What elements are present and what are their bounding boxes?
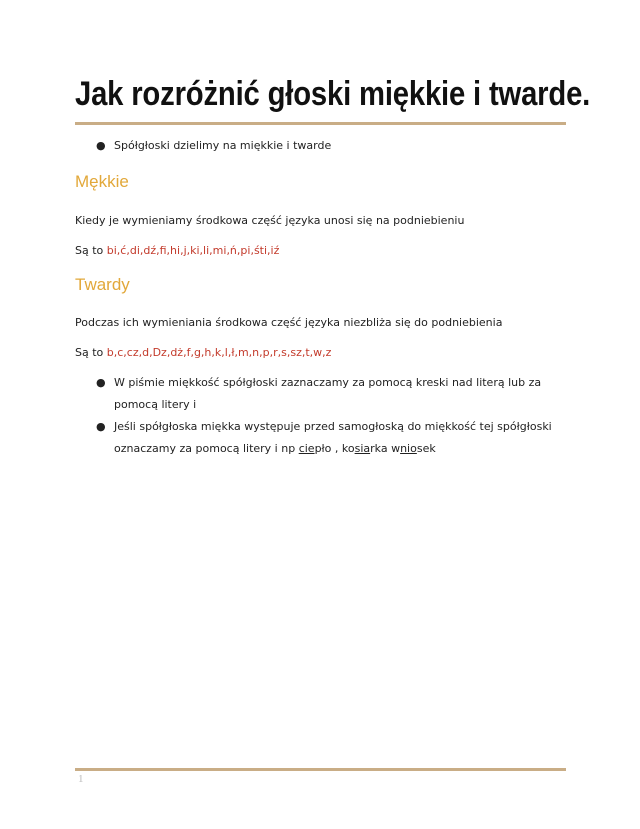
example-underlined: sia [354, 442, 371, 455]
example-underlined: nio [400, 442, 417, 455]
soft-description: Kiedy je wymieniamy środkowa część języka unosi się na podniebieniu [75, 214, 465, 227]
intro-bullet-text: Spółgłoski dzielimy na miękkie i twarde [114, 139, 332, 152]
section-heading-soft: Mękkie [75, 172, 129, 191]
list-item [96, 374, 552, 413]
bullet-icon: ● [96, 420, 106, 433]
hard-letters-line [75, 344, 331, 361]
list-item [96, 137, 331, 154]
bullet-icon: ● [96, 139, 106, 152]
example-text: sek [416, 442, 436, 455]
intro-list [96, 137, 331, 154]
example-underlined: cie [298, 442, 315, 455]
soft-letters: bi,ć,di,dź,fi,hi,j,ki,li,mi,ń,pi,śti,iź [106, 244, 280, 257]
hard-description: Podczas ich wymieniania środkowa część języka niezbliża się do podniebienia [75, 316, 503, 329]
note-2-line-2 [114, 440, 552, 457]
note-2-line-1: Jeśli spółgłoska miękka występuje przed samogłoską do miękkość tej spółgłoski [114, 420, 552, 433]
footer-divider [75, 768, 566, 771]
bullet-icon: ● [96, 376, 106, 389]
page-number: 1 [78, 773, 84, 785]
example-text: rka w [370, 442, 401, 455]
note-2-text: oznaczamy za pomocą litery i np [114, 442, 299, 455]
hard-letters-prefix: Są to [75, 346, 107, 359]
soft-letters-prefix: Są to [75, 244, 107, 257]
title-divider [75, 122, 566, 125]
section-heading-hard: Twardy [75, 275, 130, 294]
soft-letters-line [75, 242, 279, 259]
note-1-line-2: pomocą litery i [114, 398, 197, 411]
list-item [96, 418, 552, 457]
page-title: Jak rozróżnić głoski miękkie i twarde. [75, 75, 591, 113]
note-1-line-1: W piśmie miękkość spółgłoski zaznaczamy za pomocą kreski nad literą lub za [114, 376, 542, 389]
notes-list [96, 374, 552, 457]
hard-letters: b,c,cz,d,Dz,dż,f,g,h,k,l,ł,m,n,p,r,s,sz,t,w,z [106, 346, 332, 359]
example-text: pło , ko [314, 442, 355, 455]
